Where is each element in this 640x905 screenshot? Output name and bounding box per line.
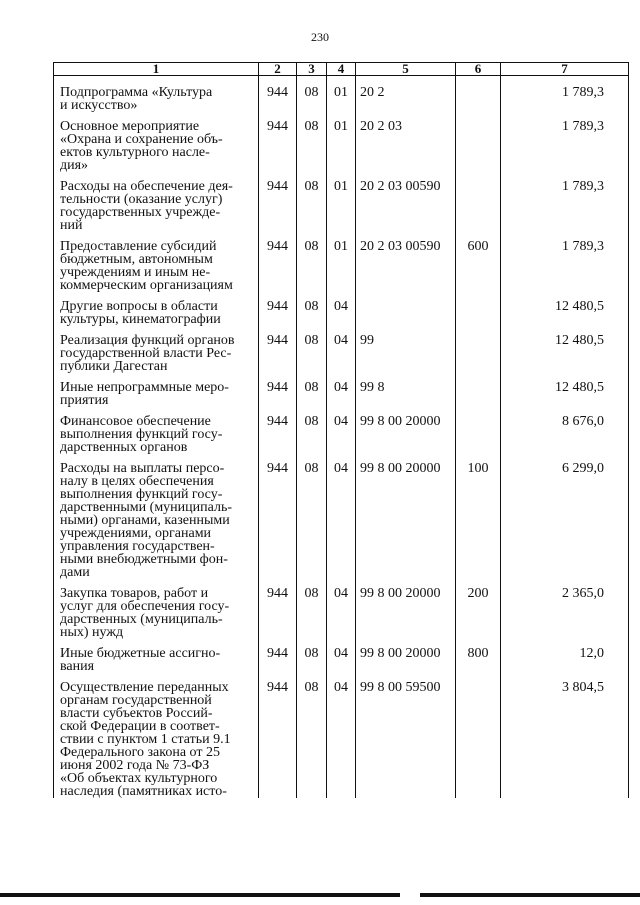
cell-gov-code: 944 bbox=[259, 232, 297, 292]
cell-name bbox=[54, 639, 259, 673]
cell-name bbox=[54, 112, 259, 172]
cell-section: 08 bbox=[297, 454, 327, 579]
cell-section: 08 bbox=[297, 373, 327, 407]
cell-amount: 2 365,0 bbox=[501, 579, 629, 639]
cell-subsection: 01 bbox=[327, 76, 356, 113]
cell-gov-code: 944 bbox=[259, 292, 297, 326]
name-line: Федерального закона от 25 bbox=[60, 745, 220, 760]
name-line: ектов культурного насле- bbox=[60, 145, 210, 160]
cell-target-code: 20 2 03 bbox=[356, 112, 456, 172]
name-line: ской Федерации в соответ- bbox=[60, 719, 220, 734]
table-row bbox=[54, 579, 629, 639]
name-line: Другие вопросы в области bbox=[60, 299, 218, 314]
name-line: органам государственной bbox=[60, 693, 212, 708]
cell-gov-code: 944 bbox=[259, 112, 297, 172]
cell-amount: 8 676,0 bbox=[501, 407, 629, 454]
cell-gov-code: 944 bbox=[259, 579, 297, 639]
cell-expense-type bbox=[456, 76, 501, 113]
cell-amount: 1 789,3 bbox=[501, 232, 629, 292]
cell-target-code: 99 8 00 20000 bbox=[356, 454, 456, 579]
cell-expense-type bbox=[456, 407, 501, 454]
table-row bbox=[54, 407, 629, 454]
cell-amount: 3 804,5 bbox=[501, 673, 629, 798]
scan-edge-line bbox=[0, 893, 400, 897]
cell-name bbox=[54, 673, 259, 798]
name-line: публики Дагестан bbox=[60, 359, 168, 374]
name-line: дами bbox=[60, 565, 90, 580]
cell-target-code: 20 2 03 00590 bbox=[356, 232, 456, 292]
cell-gov-code: 944 bbox=[259, 76, 297, 113]
header-col-5: 5 bbox=[356, 63, 456, 76]
cell-subsection: 04 bbox=[327, 673, 356, 798]
name-line: приятия bbox=[60, 393, 109, 408]
name-line: наследия (памятниках исто- bbox=[60, 784, 227, 799]
cell-name bbox=[54, 373, 259, 407]
name-line: услуг для обеспечения госу- bbox=[60, 599, 230, 614]
cell-target-code: 99 8 00 59500 bbox=[356, 673, 456, 798]
name-line: бюджетным, автономным bbox=[60, 252, 213, 267]
name-line: дарственными (муниципаль- bbox=[60, 500, 233, 515]
cell-subsection: 04 bbox=[327, 292, 356, 326]
cell-amount: 1 789,3 bbox=[501, 172, 629, 232]
cell-expense-type bbox=[456, 172, 501, 232]
cell-subsection: 04 bbox=[327, 407, 356, 454]
name-line: Расходы на выплаты персо- bbox=[60, 461, 225, 476]
cell-target-code: 99 8 00 20000 bbox=[356, 579, 456, 639]
cell-gov-code: 944 bbox=[259, 673, 297, 798]
cell-subsection: 04 bbox=[327, 579, 356, 639]
cell-expense-type: 100 bbox=[456, 454, 501, 579]
cell-amount: 1 789,3 bbox=[501, 76, 629, 113]
cell-expense-type bbox=[456, 326, 501, 373]
cell-section: 08 bbox=[297, 112, 327, 172]
cell-gov-code: 944 bbox=[259, 407, 297, 454]
cell-section: 08 bbox=[297, 579, 327, 639]
cell-subsection: 01 bbox=[327, 172, 356, 232]
cell-name bbox=[54, 172, 259, 232]
name-line: ными внебюджетными фон- bbox=[60, 552, 228, 567]
name-line: «Охрана и сохранение объ- bbox=[60, 132, 223, 147]
name-line: вания bbox=[60, 659, 95, 674]
name-line: Расходы на обеспечение дея- bbox=[60, 179, 233, 194]
cell-name bbox=[54, 326, 259, 373]
header-col-6: 6 bbox=[456, 63, 501, 76]
name-line: Подпрограмма «Культура bbox=[60, 85, 213, 100]
name-line: государственной власти Рес- bbox=[60, 346, 232, 361]
cell-expense-type bbox=[456, 373, 501, 407]
cell-section: 08 bbox=[297, 407, 327, 454]
cell-gov-code: 944 bbox=[259, 373, 297, 407]
table-row bbox=[54, 673, 629, 798]
header-col-2: 2 bbox=[259, 63, 297, 76]
cell-target-code: 99 8 00 20000 bbox=[356, 407, 456, 454]
name-line: дарственных органов bbox=[60, 440, 188, 455]
header-col-7: 7 bbox=[501, 63, 629, 76]
name-line: выполнения функций госу- bbox=[60, 427, 223, 442]
cell-expense-type bbox=[456, 292, 501, 326]
cell-target-code: 99 8 00 20000 bbox=[356, 639, 456, 673]
cell-expense-type: 600 bbox=[456, 232, 501, 292]
cell-amount: 1 789,3 bbox=[501, 112, 629, 172]
cell-subsection: 01 bbox=[327, 112, 356, 172]
name-line: государственных учрежде- bbox=[60, 205, 221, 220]
name-line: учреждениями, органами bbox=[60, 526, 212, 541]
cell-name bbox=[54, 407, 259, 454]
table-row bbox=[54, 172, 629, 232]
cell-amount: 6 299,0 bbox=[501, 454, 629, 579]
table-row bbox=[54, 76, 629, 113]
name-line: Осуществление переданных bbox=[60, 680, 229, 695]
cell-amount: 12 480,5 bbox=[501, 292, 629, 326]
cell-amount: 12 480,5 bbox=[501, 373, 629, 407]
cell-name bbox=[54, 454, 259, 579]
cell-name bbox=[54, 232, 259, 292]
cell-expense-type: 200 bbox=[456, 579, 501, 639]
name-line: ствии с пунктом 1 статьи 9.1 bbox=[60, 732, 231, 747]
cell-target-code: 99 bbox=[356, 326, 456, 373]
cell-expense-type bbox=[456, 673, 501, 798]
table-row bbox=[54, 232, 629, 292]
cell-subsection: 04 bbox=[327, 454, 356, 579]
name-line: Закупка товаров, работ и bbox=[60, 586, 209, 601]
page-number: 230 bbox=[311, 30, 329, 44]
name-line: власти субъектов Россий- bbox=[60, 706, 213, 721]
cell-amount: 12 480,5 bbox=[501, 326, 629, 373]
name-line: «Об объектах культурного bbox=[60, 771, 218, 786]
name-line: управления государствен- bbox=[60, 539, 215, 554]
name-line: дия» bbox=[60, 158, 89, 173]
cell-gov-code: 944 bbox=[259, 639, 297, 673]
table-row bbox=[54, 112, 629, 172]
cell-name bbox=[54, 292, 259, 326]
cell-subsection: 04 bbox=[327, 639, 356, 673]
name-line: коммерческим организациям bbox=[60, 278, 233, 293]
name-line: Основное мероприятие bbox=[60, 119, 200, 134]
cell-section: 08 bbox=[297, 639, 327, 673]
cell-section: 08 bbox=[297, 172, 327, 232]
cell-section: 08 bbox=[297, 76, 327, 113]
cell-section: 08 bbox=[297, 673, 327, 798]
cell-name bbox=[54, 76, 259, 113]
table-row bbox=[54, 373, 629, 407]
table-row bbox=[54, 292, 629, 326]
cell-name bbox=[54, 579, 259, 639]
scan-edge-line-right bbox=[420, 893, 640, 897]
cell-subsection: 04 bbox=[327, 326, 356, 373]
cell-target-code bbox=[356, 292, 456, 326]
name-line: июня 2002 года № 73-ФЗ bbox=[60, 758, 210, 773]
name-line: дарственных (муниципаль- bbox=[60, 612, 223, 627]
name-line: учреждениям и иным не- bbox=[60, 265, 211, 280]
table-row bbox=[54, 326, 629, 373]
cell-target-code: 99 8 bbox=[356, 373, 456, 407]
name-line: ний bbox=[60, 218, 83, 233]
cell-subsection: 04 bbox=[327, 373, 356, 407]
cell-target-code: 20 2 03 00590 bbox=[356, 172, 456, 232]
name-line: Реализация функций органов bbox=[60, 333, 235, 348]
name-line: выполнения функций госу- bbox=[60, 487, 223, 502]
cell-gov-code: 944 bbox=[259, 326, 297, 373]
cell-amount: 12,0 bbox=[501, 639, 629, 673]
table-row bbox=[54, 454, 629, 579]
cell-subsection: 01 bbox=[327, 232, 356, 292]
name-line: и искусство» bbox=[60, 98, 138, 113]
name-line: налу в целях обеспечения bbox=[60, 474, 214, 489]
cell-section: 08 bbox=[297, 326, 327, 373]
table-body bbox=[54, 76, 629, 799]
header-col-3: 3 bbox=[297, 63, 327, 76]
name-line: ными) органами, казенными bbox=[60, 513, 230, 528]
cell-section: 08 bbox=[297, 232, 327, 292]
name-line: Иные бюджетные ассигно- bbox=[60, 646, 221, 661]
name-line: тельности (оказание услуг) bbox=[60, 192, 223, 207]
cell-section: 08 bbox=[297, 292, 327, 326]
cell-expense-type: 800 bbox=[456, 639, 501, 673]
name-line: Иные непрограммные меро- bbox=[60, 380, 229, 395]
cell-expense-type bbox=[456, 112, 501, 172]
name-line: Предоставление субсидий bbox=[60, 239, 217, 254]
header-row bbox=[54, 63, 629, 76]
name-line: ных) нужд bbox=[60, 625, 124, 640]
name-line: Финансовое обеспечение bbox=[60, 414, 211, 429]
budget-table bbox=[53, 62, 629, 798]
header-col-4: 4 bbox=[327, 63, 356, 76]
table-row bbox=[54, 639, 629, 673]
cell-gov-code: 944 bbox=[259, 172, 297, 232]
cell-gov-code: 944 bbox=[259, 454, 297, 579]
cell-target-code: 20 2 bbox=[356, 76, 456, 113]
header-col-1: 1 bbox=[54, 63, 259, 76]
name-line: культуры, кинематографии bbox=[60, 312, 221, 327]
